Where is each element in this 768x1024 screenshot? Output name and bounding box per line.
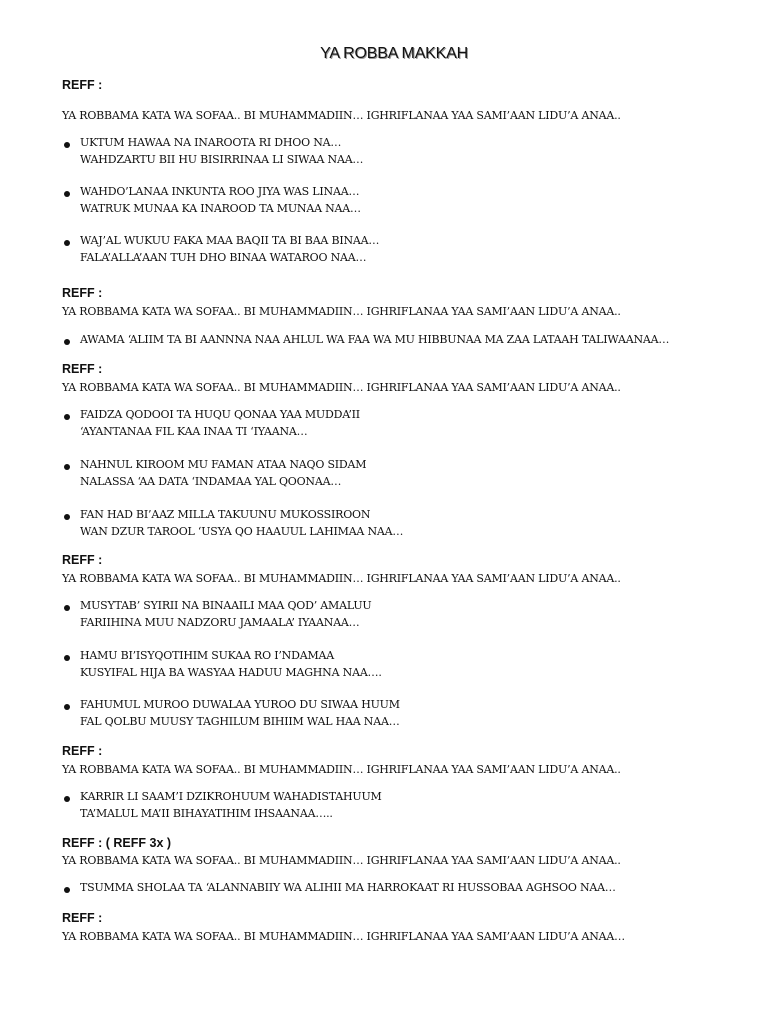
bullet-icon	[64, 655, 70, 661]
reff-label: REFF :	[62, 911, 103, 925]
bullet-icon	[64, 887, 70, 893]
verse-line: TSUMMA SHOLAA TA ‘ALANNABIIY WA ALIHII MA HARROKAAT RI HUSSOBAA AGHSOO NAA…	[80, 881, 616, 894]
verse-line: NALASSA ‘AA DATA ‘INDAMAA YAL QOONAA…	[80, 475, 342, 488]
reff-label: REFF :	[62, 553, 103, 567]
bullet-icon	[64, 605, 70, 611]
refrain-line: YA ROBBAMA KATA WA SOFAA.. BI MUHAMMADIIN… IGHRIFLANAA YAA SAMI’AAN LIDU’A ANAA..	[62, 381, 621, 394]
reff-label: REFF : ( REFF 3x )	[62, 836, 172, 850]
verse-line: FALA’ALLA’AAN TUH DHO BINAA WATAROO NAA…	[80, 251, 367, 264]
verse-line: TA’MALUL MA’II BIHAYATIHIM IHSAANAA…..	[80, 807, 333, 820]
bullet-icon	[64, 339, 70, 345]
refrain-line: YA ROBBAMA KATA WA SOFAA.. BI MUHAMMADIIN… IGHRIFLANAA YAA SAMI’AAN LIDU’A ANAA..	[62, 109, 621, 122]
bullet-icon	[64, 514, 70, 520]
verse-line: KARRIR LI SAAM’I DZIKROHUUM WAHADISTAHUUM	[80, 790, 382, 803]
bullet-icon	[64, 414, 70, 420]
refrain-line: YA ROBBAMA KATA WA SOFAA.. BI MUHAMMADIIN… IGHRIFLANAA YAA SAMI’AAN LIDU’A ANAA..	[62, 763, 621, 776]
verse-line: FARIIHINA MUU NADZORU JAMAALA’ IYAANAA…	[80, 616, 360, 629]
verse-line: AWAMA ‘ALIIM TA BI AANNNA NAA AHLUL WA FAA WA MU HIBBUNAA MA ZAA LATAAH TALIWAANAA…	[80, 333, 670, 346]
refrain-line: YA ROBBAMA KATA WA SOFAA.. BI MUHAMMADIIN… IGHRIFLANAA YAA SAMI’AAN LIDU’A ANAA..	[62, 305, 621, 318]
verse-line: WATRUK MUNAA KA INAROOD TA MUNAA NAA…	[80, 202, 361, 215]
reff-label: REFF :	[62, 286, 103, 300]
bullet-icon	[64, 191, 70, 197]
verse-line: FAL QOLBU MUUSY TAGHILUM BIHIIM WAL HAA NAA…	[80, 715, 400, 728]
bullet-icon	[64, 464, 70, 470]
verse-line: FAIDZA QODOOI TA HUQU QONAA YAA MUDDA’II	[80, 408, 360, 421]
reff-label: REFF :	[62, 78, 103, 92]
verse-line: UKTUM HAWAA NA INAROOTA RI DHOO NA…	[80, 136, 342, 149]
reff-label: REFF :	[62, 362, 103, 376]
bullet-icon	[64, 240, 70, 246]
song-title: YA ROBBA MAKKAH	[320, 45, 468, 62]
verse-line: FAHUMUL MUROO DUWALAA YUROO DU SIWAA HUUM	[80, 698, 400, 711]
verse-line: WAHDO’LANAA INKUNTA ROO JIYA WAS LINAA…	[80, 185, 360, 198]
verse-line: WAN DZUR TAROOL ‘USYA QO HAAUUL LAHIMAA NAA…	[80, 525, 404, 538]
refrain-line: YA ROBBAMA KATA WA SOFAA.. BI MUHAMMADIIN… IGHRIFLANAA YAA SAMI’AAN LIDU’A ANAA…	[62, 930, 625, 943]
verse-line: ‘AYANTANAA FIL KAA INAA TI ‘IYAANA…	[80, 425, 308, 438]
refrain-line: YA ROBBAMA KATA WA SOFAA.. BI MUHAMMADIIN… IGHRIFLANAA YAA SAMI’AAN LIDU’A ANAA..	[62, 854, 621, 867]
reff-label: REFF :	[62, 744, 103, 758]
bullet-icon	[64, 796, 70, 802]
verse-line: MUSYTAB’ SYIRII NA BINAAILI MAA QOD’ AMALUU	[80, 599, 372, 612]
bullet-icon	[64, 704, 70, 710]
refrain-line: YA ROBBAMA KATA WA SOFAA.. BI MUHAMMADIIN… IGHRIFLANAA YAA SAMI’AAN LIDU’A ANAA..	[62, 572, 621, 585]
verse-line: NAHNUL KIROOM MU FAMAN ATAA NAQO SIDAM	[80, 458, 367, 471]
verse-line: WAJ’AL WUKUU FAKA MAA BAQII TA BI BAA BINAA…	[80, 234, 380, 247]
verse-line: WAHDZARTU BII HU BISIRRINAA LI SIWAA NAA…	[80, 153, 364, 166]
verse-line: FAN HAD BI’AAZ MILLA TAKUUNU MUKOSSIROON	[80, 508, 371, 521]
bullet-icon	[64, 142, 70, 148]
verse-line: KUSYIFAL HIJA BA WASYAA HADUU MAGHNA NAA….	[80, 666, 382, 679]
verse-line: HAMU BI’ISYQOTIHIM SUKAA RO I’NDAMAA	[80, 649, 334, 662]
